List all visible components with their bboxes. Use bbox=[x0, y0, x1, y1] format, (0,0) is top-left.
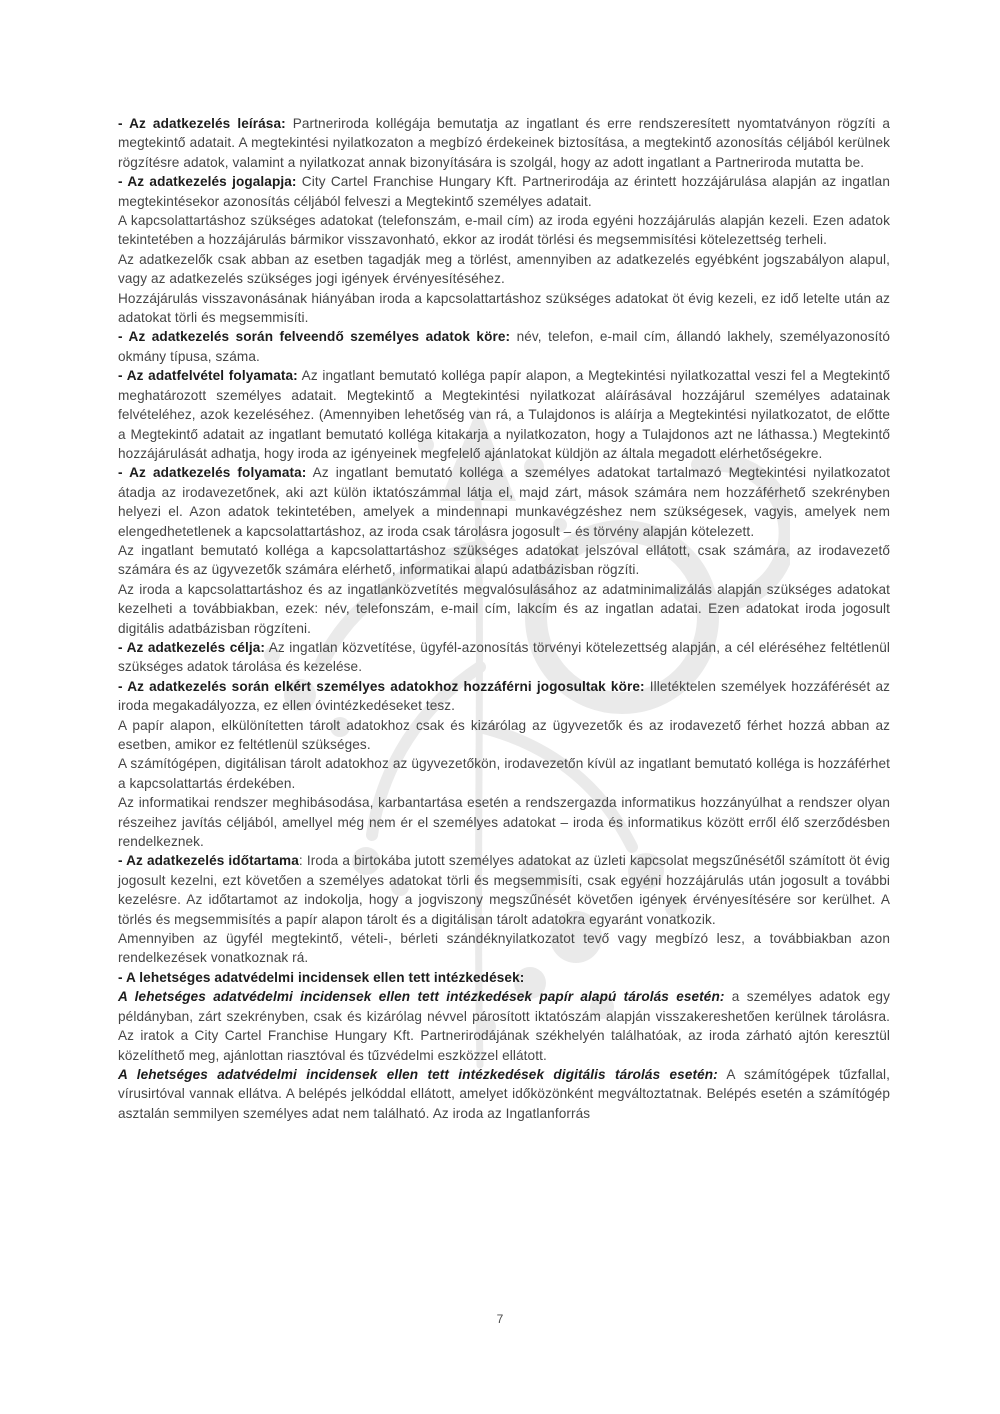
paragraph bbox=[118, 929, 890, 968]
text-run: Amennyiben az ügyfél megtekintő, vételi-, bérleti szándéknyilatkozatot tevő vagy megbízó lesz, a továbbiakban azon rendelkezések vonatkoznak rá. bbox=[118, 931, 890, 966]
text-run: City Cartel Franchise Hungary Kft. Partnerirodája az érintett hozzájárulása alapján az ingatlan megtekintésekor azonosítás céljából felveszi a Megtekintő személyes adatait. bbox=[118, 174, 890, 209]
text-run: Partneriroda kollégája bemutatja az ingatlant és erre rendszeresített nyomtatványon rögzíti a megtekintő adatait. A megtekintési nyilatkozaton a megbízó érdekeinek biztosítása, a megtekintő azonosítás céljából kerülnek rögzítésre adatok, valamint a nyilatkozat annak bizonyítására is szolgál, hogy az adott ingatlant a Partneriroda mutatta be. bbox=[118, 116, 890, 170]
paragraph bbox=[118, 541, 890, 580]
paragraph bbox=[118, 250, 890, 289]
heading-run: - Az adatkezelés leírása: bbox=[118, 116, 286, 131]
paragraph bbox=[118, 851, 890, 929]
paragraph bbox=[118, 211, 890, 250]
paragraph bbox=[118, 580, 890, 638]
paragraph bbox=[118, 793, 890, 851]
heading-run: - Az adatkezelés jogalapja: bbox=[118, 174, 297, 190]
text-run: Az informatikai rendszer meghibásodása, karbantartása esetén a rendszergazda informatikus hozzányúlhat a rendszer olyan részeihez javítás céljából, amellyel még nem ér el személyes adatokat – iroda és informatikus között erről élő szerződésben rendelkeznek. bbox=[118, 795, 890, 850]
paragraph bbox=[118, 638, 890, 677]
paragraph bbox=[118, 677, 890, 716]
paragraph bbox=[118, 968, 890, 987]
text-run: A kapcsolattartáshoz szükséges adatokat (telefonszám, e-mail cím) az iroda egyéni hozzájárulás alapján kezeli. Ezen adatok tekintetében a hozzájárulás bármikor visszavonható, ekkor az irodát törlési és megsemmisítési kötelezettség terheli. bbox=[118, 213, 890, 248]
page-number: 7 bbox=[496, 1312, 504, 1326]
heading-run: A lehetséges adatvédelmi incidensek ellen tett intézkedések digitális tárolás esetén: bbox=[118, 1066, 718, 1082]
paragraph bbox=[118, 716, 890, 755]
text-run: a személyes adatok egy példányban, zárt szekrényben, csak és kizárólag névvel párosított iktatószám alapján visszakereshetően kerülnek tárolásra. Az iratok a City Cartel Franchise Hungary Kft. Partnerirodájának székhelyén találhatóak, az iroda zárható ajtón keresztül közelíthető meg, ajánlottan riasztóval és tűzvédelmi eszközzel ellátott. bbox=[118, 989, 890, 1063]
text-run: Illetéktelen személyek hozzáférését az iroda megakadályozza, ez ellen óvintézkedéseket tesz. bbox=[118, 678, 890, 714]
text-run: Az ingatlant bemutató kolléga a kapcsolattartáshoz szükséges adatokat jelszóval ellátott, csak számára, az irodavezető számára és az ügyvezetők számára elérhető, informatikai alapú adatbázisban rögzíti. bbox=[118, 542, 890, 578]
document-content bbox=[118, 114, 890, 1123]
text-run: A számítógépek tűzfallal, vírusirtóval vannak ellátva. A belépés jelkóddal ellátott, amelyet időközönként megváltoztatnak. Belépés esetén a számítógép asztalán semmilyen személyes adat nem található. Az iroda az Ingatlanforrás bbox=[118, 1066, 891, 1121]
paragraph bbox=[118, 172, 890, 211]
heading-run: - Az adatkezelés során felveendő személyes adatok köre: bbox=[118, 329, 511, 345]
text-run: Hozzájárulás visszavonásának hiányában iroda a kapcsolattartáshoz szükséges adatokat öt évig kezeli, ez idő letelte után az adatokat törli és megsemmisíti. bbox=[118, 290, 890, 326]
text-run: név, telefon, e-mail cím, állandó lakhely, személyazonosító okmány típusa, száma. bbox=[118, 329, 891, 364]
paragraph bbox=[118, 327, 890, 366]
heading-run: - Az adatkezelés folyamata: bbox=[118, 465, 307, 481]
text-run: Az ingatlan közvetítése, ügyfél-azonosítás törvényi kötelezettség alapján, a cél eléréséhez feltétlenül szükséges adatok tárolása és kezelése. bbox=[118, 639, 890, 675]
heading-run: - A lehetséges adatvédelmi incidensek ellen tett intézkedések: bbox=[118, 969, 525, 985]
text-run: A számítógépen, digitálisan tárolt adatokhoz az ügyvezetőkön, irodavezetőn kívül az ingatlant bemutató kolléga is hozzáférhet a kapcsolattartás érdekében. bbox=[118, 756, 890, 791]
heading-run: A lehetséges adatvédelmi incidensek ellen tett intézkedések papír alapú tárolás esetén: bbox=[118, 989, 725, 1005]
paragraph bbox=[118, 987, 890, 1065]
heading-run: - Az adatkezelés időtartama bbox=[118, 853, 299, 869]
heading-run: - Az adatkezelés során elkért személyes adatokhoz hozzáférni jogosultak köre: bbox=[118, 678, 645, 694]
paragraph bbox=[118, 114, 890, 172]
text-run: Az iroda a kapcsolattartáshoz és az ingatlanközvetítés megvalósulásához az adatminimalizálás alapján szükséges adatokat kezelheti a továbbiakban, ezek: név, telefonszám, e-mail cím, lakcím és az ingatlan adatai. Ezen adatokat iroda jogosult digitális adatbázisban rögzíteni. bbox=[118, 581, 890, 636]
text-run: Az ingatlant bemutató kolléga papír alapon, a Megtekintési nyilatkozattal veszi fel a Megtekintő meghatározott személyes adatait. Megtekintő a Megtekintési nyilatkozat aláírásával hozzájárul személyes adatainak felvételéhez, azok kezeléséhez. (Amennyiben lehetőség van rá, a Tulajdonos is aláírja a Megtekintési nyilatkozatot, de előtte a Megtekintő adatait az ingatlant bemutató kolléga kitakarja a nyilatkozaton, hogy a Tulajdonos azt ne láthassa.) Megtekintő hozzájárulását adhatja, hogy iroda az igényeinek megfelelő ajánlatokat küldjön az általa megadott elérhetőségekre. bbox=[118, 368, 890, 461]
text-run: : Iroda a birtokába jutott személyes adatokat az üzleti kapcsolat megszűnésétől számított öt évig jogosult kezelni, ezt követően a személyes adatokat törli és megsemmisíti, csak egyéni hozzájárulás után jogosult a további kezelésre. Az időtartamot az indokolja, hogy a jogviszony megszűnését követően igények érvényesítésére sor kerülhet. A törlés és megsemmisítés a papír alapon tárolt és a digitálisan tárolt adatokra egyaránt vonatkozik. bbox=[118, 853, 890, 927]
paragraph bbox=[118, 463, 890, 541]
paragraph bbox=[118, 366, 890, 463]
paragraph bbox=[118, 289, 890, 328]
paragraph bbox=[118, 754, 890, 793]
text-run: Az ingatlant bemutató kolléga a személyes adatokat tartalmazó Megtekintési nyilatkozatot átadja az irodavezetőnek, aki azt külön iktatószámmal látja el, majd zárt, mások számára nem hozzáférhető szekrényben helyezi el. Azon adatok tekintetében, amelyek a mindennapi munkavégzéshez nem szükségesek, vagyis, amelyek nem elengedhetetlenek a kapcsolattartáshoz, az iroda csak tárolásra jogosult – és törvény alapján kötelezett. bbox=[118, 465, 890, 539]
heading-run: - Az adatfelvétel folyamata: bbox=[118, 368, 298, 384]
heading-run: - Az adatkezelés célja: bbox=[118, 639, 266, 655]
paragraph bbox=[118, 1065, 890, 1123]
text-run: A papír alapon, elkülönítetten tárolt adatokhoz csak és kizárólag az ügyvezetők és az irodavezető férhet hozzá abban az esetben, amikor ez feltétlenül szükséges. bbox=[118, 717, 890, 752]
text-run: Az adatkezelők csak abban az esetben tagadják meg a törlést, amennyiben az adatkezelés egyébként jogszabályon alapul, vagy az adatkezelés szükséges jogi igények érvényesítéséhez. bbox=[118, 251, 890, 287]
